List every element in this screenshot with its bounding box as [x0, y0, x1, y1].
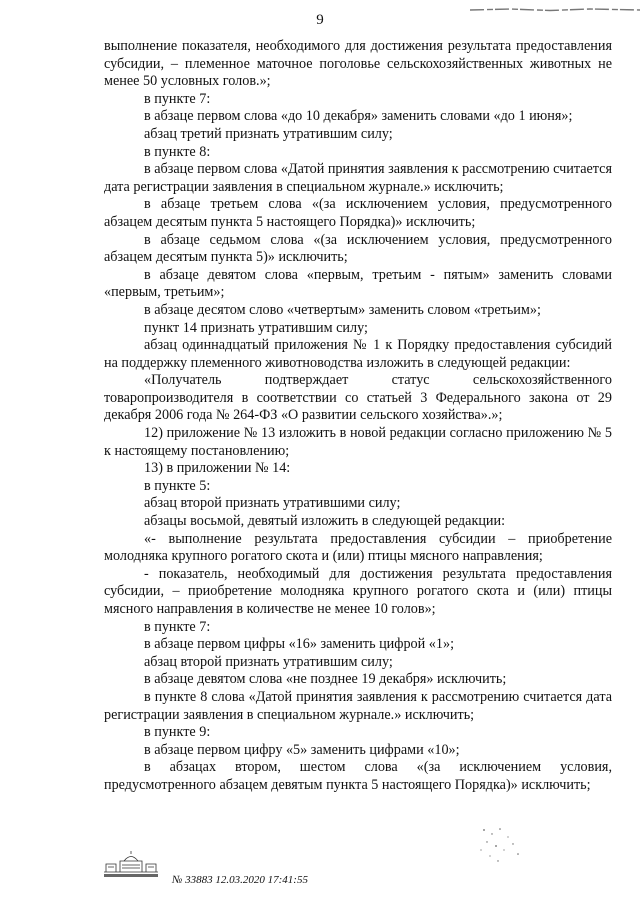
paragraph: 12) приложение № 13 изложить в новой редакции согласно приложению № 5 к настоящему постановлению;: [104, 425, 612, 459]
paragraph: в абзацах втором, шестом слова «(за исключением условия, предусмотренного абзацем девятым пункта 5 настоящего Порядка)» исключить;: [104, 759, 612, 793]
paragraph: в абзаце десятом слово «четвертым» заменить словом «третьим»;: [144, 301, 541, 318]
paragraph: в пункте 7:: [144, 618, 211, 635]
document-body: [104, 38, 612, 795]
paragraph: - показатель, необходимый для достижения результата предоставления субсидии, – приобретение молодняка крупного рогатого скота и (или) птицы мясного направления в количестве не менее 10 голов»;: [104, 565, 612, 617]
paragraph: в абзаце первом слова «до 10 декабря» заменить словами «до 1 июня»;: [144, 108, 573, 125]
paragraph: в абзаце девятом слова «не позднее 19 декабря» исключить;: [144, 671, 507, 688]
paragraph: в пункте 8 слова «Датой принятия заявления к рассмотрению считается дата регистрации заявления в специальном журнале.» исключить;: [104, 688, 612, 723]
paragraph: в пункте 9:: [144, 724, 211, 741]
document-registration-id: № 33883 12.03.2020 17:41:55: [172, 874, 308, 886]
paragraph: пункт 14 признать утратившим силу;: [144, 319, 368, 336]
paragraph: в пункте 5:: [144, 477, 211, 494]
organization-logo-icon: [102, 850, 160, 878]
paragraph: абзац второй признать утратившим силу;: [144, 653, 393, 670]
paragraph: абзац третий признать утратившим силу;: [144, 125, 393, 142]
paragraph: в абзаце третьем слова «(за исключением условия, предусмотренного абзацем десятым пункта 5 настоящего Порядка)» исключить;: [104, 196, 612, 230]
paragraph: абзац второй признать утратившими силу;: [144, 495, 401, 512]
paragraph: в абзаце первом цифры «16» заменить цифрой «1»;: [144, 636, 455, 653]
paragraph: в абзаце седьмом слова «(за исключением условия, предусмотренного абзацем десятым пункта 5)» исключить;: [104, 231, 612, 266]
paragraph: абзацы восьмой, девятый изложить в следующей редакции:: [144, 513, 506, 530]
paragraph: в пункте 8:: [144, 143, 211, 160]
paragraph: абзац одиннадцатый приложения № 1 к Порядку предоставления субсидий на поддержку племенного животноводства изложить в следующей редакции:: [104, 337, 612, 371]
page-number: 9: [316, 12, 324, 28]
paragraph: 13) в приложении № 14:: [144, 460, 291, 477]
paragraph: выполнение показателя, необходимого для достижения результата предоставления субсидии, – племенное маточное поголовье сельскохозяйственных животных не менее 50 условных голов.»;: [104, 38, 612, 90]
paragraph: в пункте 7:: [144, 90, 211, 107]
paragraph: в абзаце первом цифру «5» заменить цифрами «10»;: [144, 741, 460, 758]
paragraph: в абзаце первом слова «Датой принятия заявления к рассмотрению считается дата регистрации заявления в специальном журнале.» исключить;: [104, 161, 612, 195]
paragraph: в абзаце девятом слова «первым, третьим - пятым» заменить словами «первым, третьим»;: [104, 266, 612, 301]
scan-noise-dots: [478, 826, 538, 866]
paragraph: «Получатель подтверждает статус сельскохозяйственного товаропроизводителя в соответствии со статьей 3 Федерального закона от 29 декабря 2006 года № 264-ФЗ «О развитии сельского хозяйства».»;: [104, 372, 612, 424]
scan-artifact-line: [470, 0, 640, 6]
paragraph: «- выполнение результата предоставления субсидии – приобретение молодняка крупного рогатого скота и (или) птицы мясного направления;: [104, 530, 612, 565]
page-footer: [0, 848, 640, 905]
